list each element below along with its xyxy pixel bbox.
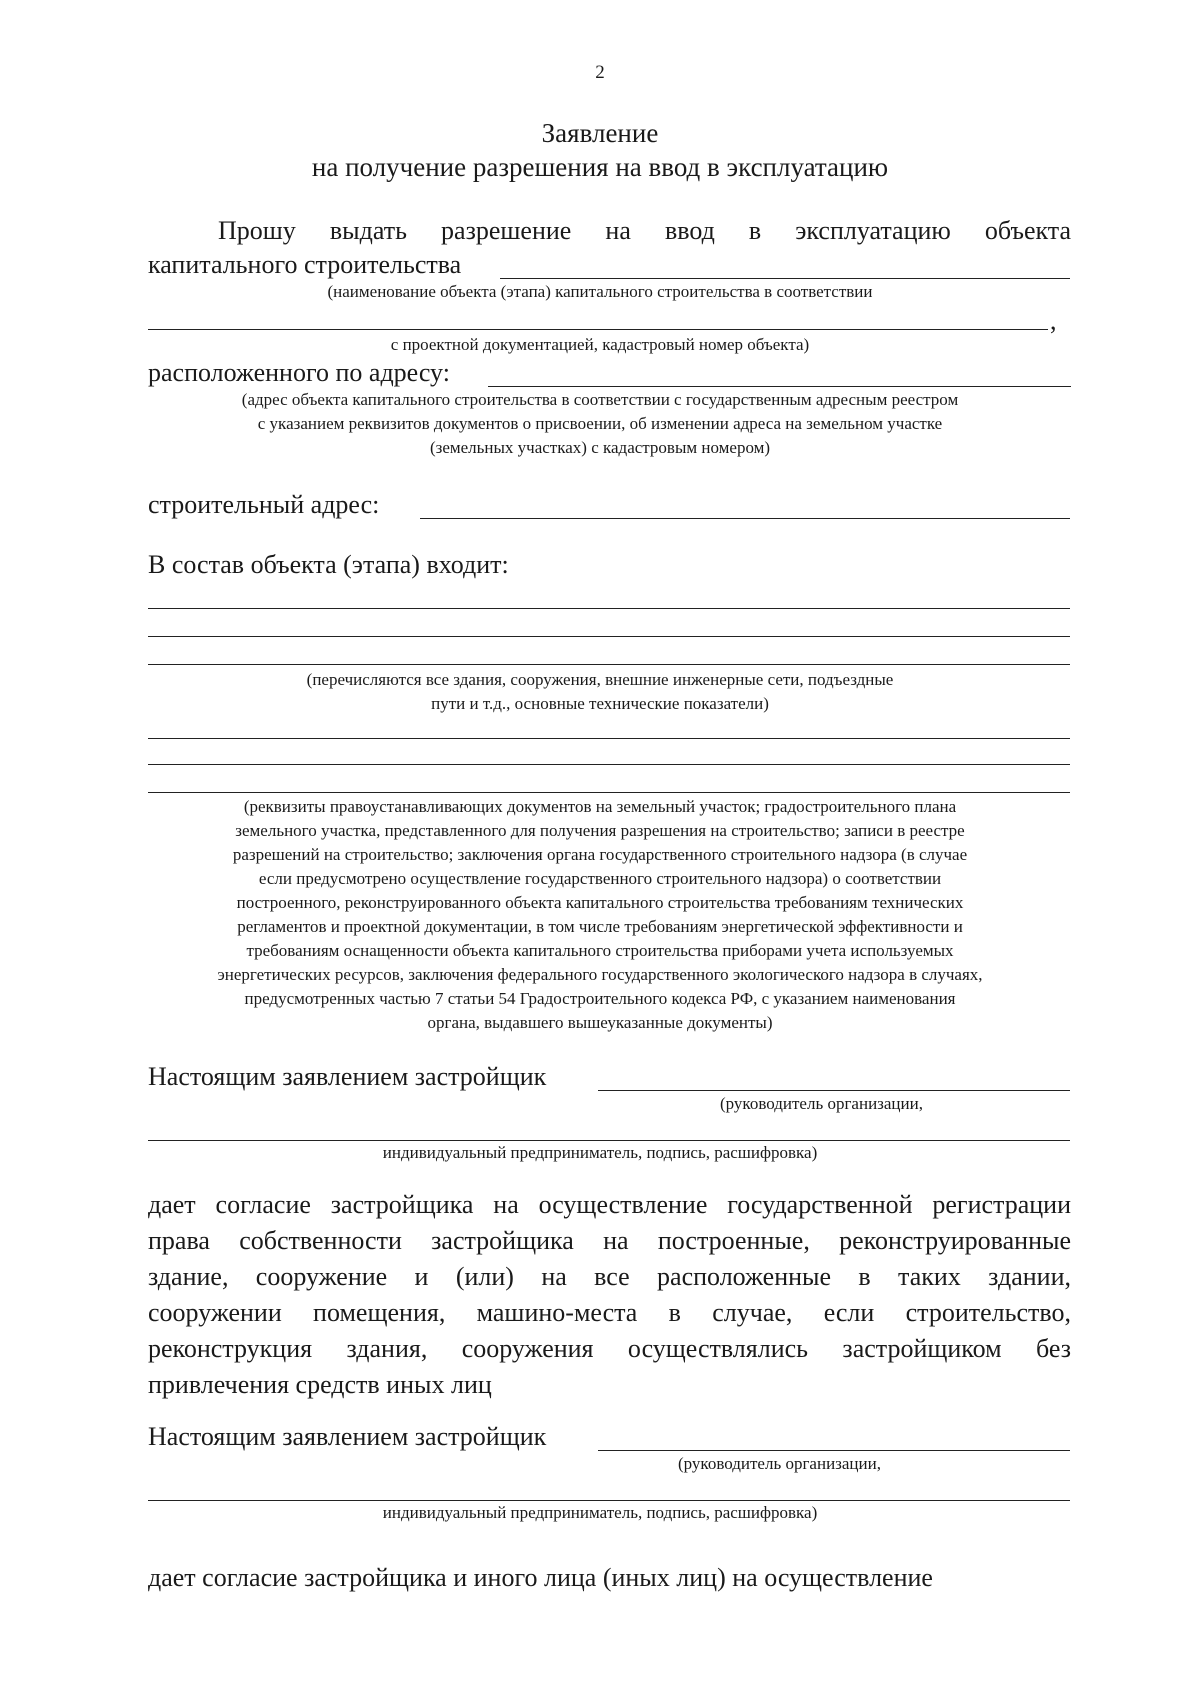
object-name-hint: (наименование объекта (этапа) капитального строительства в соответствии	[327, 282, 873, 301]
documents-hint-line: предусмотренных частью 7 статьи 54 Градостроительного кодекса РФ, с указанием наименования	[244, 989, 956, 1008]
composition-hint-line: пути и т.д., основные технические показатели)	[431, 694, 769, 713]
developer-signature-field-cont[interactable]	[148, 1500, 1070, 1501]
composition-field-line[interactable]	[148, 636, 1070, 637]
object-cadastral-hint: с проектной документацией, кадастровый номер объекта)	[390, 335, 810, 354]
document-title: Заявление	[541, 118, 659, 148]
developer-hint-a: (руководитель организации,	[678, 1454, 881, 1473]
consent-line: права собственности застройщика на построенные, реконструированные	[148, 1226, 1071, 1255]
documents-hint-line: требованиям оснащенности объекта капитального строительства приборами учета используемых	[246, 941, 954, 960]
consent-line: реконструкция здания, сооружения осуществлялись застройщиком без	[148, 1334, 1071, 1363]
consent-line: привлечения средств иных лиц	[148, 1370, 492, 1399]
composition-field-line[interactable]	[148, 608, 1070, 609]
documents-hint-line: (реквизиты правоустанавливающих документов на земельный участок; градостроительного плана	[243, 797, 957, 816]
documents-field-line[interactable]	[148, 738, 1070, 739]
request-line-1: Прошу выдать разрешение на ввод в эксплуатацию объекта	[218, 216, 1071, 245]
address-hint-line: (земельных участках) с кадастровым номером)	[429, 438, 771, 457]
object-name-field-cont[interactable]	[148, 329, 1048, 330]
composition-field-line[interactable]	[148, 664, 1070, 665]
page-number: 2	[595, 62, 605, 83]
developer-signature-field[interactable]	[598, 1090, 1070, 1091]
address-label: расположенного по адресу:	[148, 358, 450, 387]
documents-hint-line: построенного, реконструированного объекта капитального строительства требованиям технических	[236, 893, 964, 912]
consent-line: здание, сооружение и (или) на все расположенные в таких здании,	[148, 1262, 1071, 1291]
documents-hint-line: земельного участка, представленного для получения разрешения на строительство; записи в реестре	[235, 821, 965, 840]
developer-label: Настоящим заявлением застройщик	[148, 1062, 547, 1091]
developer-hint-b: индивидуальный предприниматель, подпись, расшифровка)	[382, 1503, 818, 1522]
consent-line: дает согласие застройщика и иного лица (иных лиц) на осуществление	[148, 1563, 933, 1592]
request-line-2: капитального строительства	[148, 250, 462, 279]
address-hint-line: (адрес объекта капитального строительства в соответствии с государственным адресным реестром	[241, 390, 959, 409]
document-subtitle: на получение разрешения на ввод в эксплуатацию	[311, 152, 889, 182]
consent-line: дает согласие застройщика на осуществление государственной регистрации	[148, 1190, 1071, 1219]
documents-field-line[interactable]	[148, 792, 1070, 793]
developer-signature-field-cont[interactable]	[148, 1140, 1070, 1141]
comma: ,	[1050, 306, 1057, 335]
composition-hint-line: (перечисляются все здания, сооружения, внешние инженерные сети, подъездные	[306, 670, 894, 689]
building-address-field[interactable]	[420, 518, 1070, 519]
documents-hint-line: регламентов и проектной документации, в том числе требованиям энергетической эффективности и	[237, 917, 963, 936]
address-field[interactable]	[488, 386, 1071, 387]
developer-hint-a: (руководитель организации,	[720, 1094, 923, 1113]
documents-hint-line: органа, выдавшего вышеуказанные документы)	[427, 1013, 773, 1032]
documents-hint-line: разрешений на строительство; заключения органа государственного строительного надзора (в случае	[232, 845, 968, 864]
documents-field-line[interactable]	[148, 764, 1070, 765]
object-name-field[interactable]	[500, 278, 1070, 279]
developer-hint-b: индивидуальный предприниматель, подпись, расшифровка)	[382, 1143, 818, 1162]
composition-label: В состав объекта (этапа) входит:	[148, 550, 509, 579]
building-address-label: строительный адрес:	[148, 490, 380, 519]
address-hint-line: с указанием реквизитов документов о присвоении, об изменении адреса на земельном участке	[257, 414, 943, 433]
developer-label: Настоящим заявлением застройщик	[148, 1422, 547, 1451]
developer-signature-field[interactable]	[598, 1450, 1070, 1451]
documents-hint-line: энергетических ресурсов, заключения федерального государственного экологического надзора в случаях,	[217, 965, 983, 984]
consent-line: сооружении помещения, машино-места в случае, если строительство,	[148, 1298, 1071, 1327]
documents-hint-line: если предусмотрено осуществление государственного строительного надзора) о соответствии	[258, 869, 942, 888]
